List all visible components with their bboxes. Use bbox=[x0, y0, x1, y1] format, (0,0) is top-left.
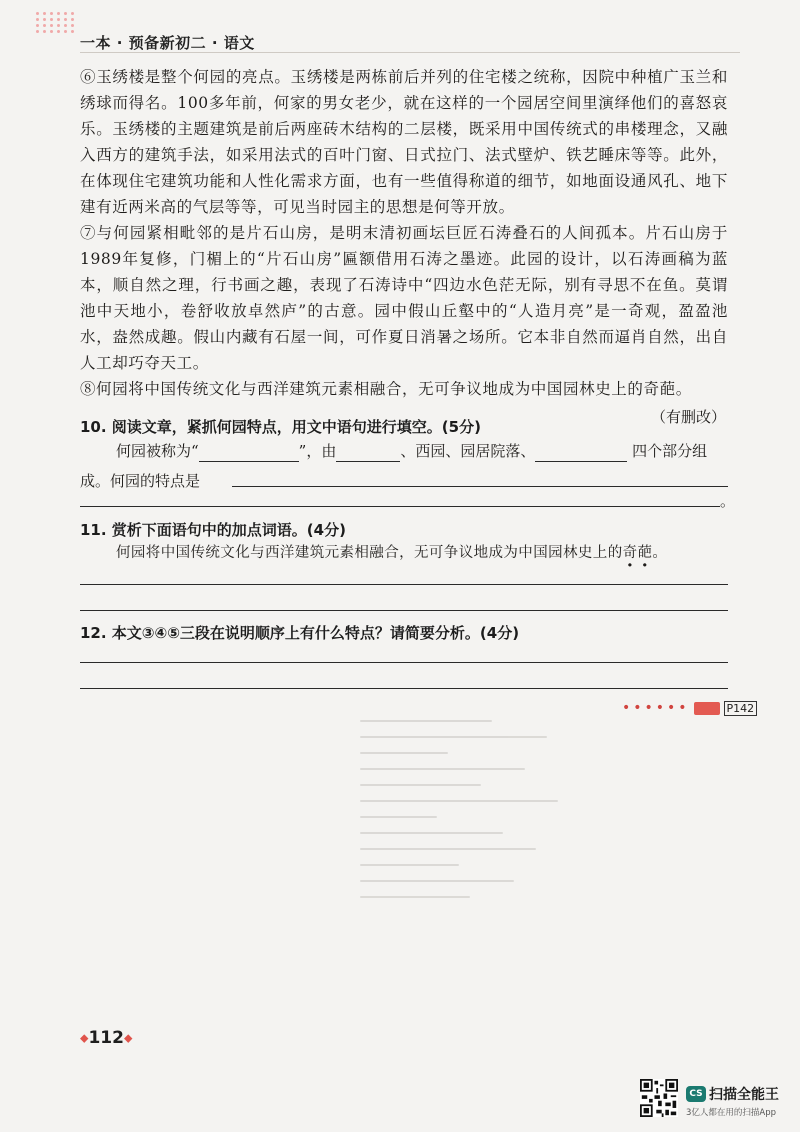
q10-text-b: ”，由 bbox=[298, 442, 337, 460]
q11-sentence-prefix: 何园将中国传统文化与西洋建筑元素相融合，无可争议地成为中国园林史上的 bbox=[116, 545, 623, 561]
q10-text-d: 四个部分组 bbox=[632, 442, 708, 460]
header-title: 一本 · 预备新初二 · 语文 bbox=[80, 34, 255, 52]
paragraph-8: ⑧何园将中国传统文化与西洋建筑元素相融合，无可争议地成为中国园林史上的奇葩。 bbox=[80, 380, 692, 398]
header-dot bbox=[71, 12, 74, 15]
page-number-text: 112 bbox=[88, 1028, 124, 1048]
diamond-icon: ◆ bbox=[80, 1031, 89, 1045]
answer-reference bbox=[622, 700, 757, 716]
header-dot bbox=[36, 18, 39, 21]
header-dot bbox=[43, 12, 46, 15]
header-dot bbox=[43, 24, 46, 27]
scanner-app-name: 扫描全能王 bbox=[709, 1087, 779, 1103]
question-12-prompt: 12. 本文③④⑤三段在说明顺序上有什么特点？请简要分析。(4分) bbox=[80, 624, 520, 642]
scanner-tagline: 3亿人都在用的扫描App bbox=[686, 1108, 777, 1118]
header-dot bbox=[64, 12, 67, 15]
header-dot bbox=[57, 30, 60, 33]
paragraph-6: ⑥玉绣楼是整个何园的亮点。玉绣楼是两栋前后并列的住宅楼之统称，因院中种植广玉兰和绣球而得名。100多年前，何家的男女老少，就在这样的一个园居空间里演绎他们的喜怒哀乐。玉绣楼的主题建筑是前后两座砖木结构的二层楼，既采用中国传统式的串楼理念，又融入西方的建筑手法，如采用法式的百叶门窗、日式拉门、法式壁炉、铁艺睡床等等。此外，在体现住宅建筑功能和人性化需求方面，也有一些值得称道的细节，如地面设通风孔、地下建有近两米高的气层等等，可见当时园主的思想是何等开放。 bbox=[80, 68, 728, 216]
q10-end-mark: 。 bbox=[720, 492, 736, 510]
header-rule bbox=[80, 52, 740, 53]
header-dot bbox=[36, 30, 39, 33]
header-dot bbox=[64, 18, 67, 21]
paragraph-7: ⑦与何园紧相毗邻的是片石山房，是明末清初画坛巨匠石涛叠石的人间孤本。片石山房于1989年复修，门楣上的“片石山房”匾额借用石涛之墨迹。此园的设计，以石涛画稿为蓝本，顺自然之理，行书画之趣，表现了石涛诗中“四边水色茫无际，别有寻思不在鱼。莫谓池中天地小，卷舒收放卓然庐”的古意。园中假山丘壑中的“人造月亮”是一奇观，盈盈池水，盎然成趣。假山内藏有石屋一间，可作夏日消暑之场所。它本非自然而逼肖自然，出自人工却巧夺天工。 bbox=[80, 224, 728, 372]
header-dot bbox=[71, 24, 74, 27]
q10-text-c: 、西园、园居院落、 bbox=[400, 442, 536, 460]
answer-blank-part-1[interactable] bbox=[336, 445, 400, 462]
header-dot bbox=[57, 18, 60, 21]
question-10-prompt: 10. 阅读文章，紧抓何园特点，用文中语句进行填空。(5分) bbox=[80, 418, 481, 436]
header-dot bbox=[43, 18, 46, 21]
header-dot bbox=[36, 12, 39, 15]
header-dot bbox=[71, 30, 74, 33]
header-dot bbox=[57, 24, 60, 27]
header-dot bbox=[57, 12, 60, 15]
reading-passage bbox=[80, 64, 728, 430]
question-11-prompt: 11. 赏析下面语句中的加点词语。(4分) bbox=[80, 521, 346, 539]
header-decoration-dots bbox=[36, 12, 80, 38]
question-10-line-2 bbox=[80, 470, 200, 492]
answer-line-q11-1[interactable] bbox=[80, 584, 728, 585]
header-dot bbox=[50, 12, 53, 15]
emphasized-word-pa: 葩 bbox=[637, 545, 653, 561]
answer-line-feature-2[interactable] bbox=[80, 506, 720, 507]
question-10-line-1 bbox=[116, 440, 707, 462]
qr-code-icon bbox=[640, 1079, 678, 1117]
question-11-sentence bbox=[116, 542, 667, 564]
header-dot bbox=[64, 24, 67, 27]
page-number bbox=[80, 1028, 132, 1048]
answer-line-q11-2[interactable] bbox=[80, 610, 728, 611]
emphasized-word-qi: 奇 bbox=[622, 545, 638, 561]
answer-line-q12-1[interactable] bbox=[80, 662, 728, 663]
bleed-through-ghost bbox=[360, 720, 580, 960]
answer-badge-icon bbox=[694, 702, 720, 715]
answer-blank-part-4[interactable] bbox=[535, 445, 627, 462]
q10-text-e: 成。何园的特点是 bbox=[80, 472, 201, 490]
ref-dots: •••••• bbox=[622, 700, 690, 716]
diamond-icon: ◆ bbox=[123, 1031, 133, 1045]
camscanner-logo: CS bbox=[686, 1086, 706, 1102]
q11-sentence-suffix: 。 bbox=[652, 545, 668, 561]
header-dot bbox=[64, 30, 67, 33]
source-note: （有删改） bbox=[650, 408, 726, 426]
answer-line-feature-1[interactable] bbox=[232, 486, 728, 487]
ref-page: P142 bbox=[724, 701, 758, 716]
header-dot bbox=[43, 30, 46, 33]
header-dot bbox=[50, 18, 53, 21]
answer-line-q12-2[interactable] bbox=[80, 688, 728, 689]
q10-text-a: 何园被称为“ bbox=[116, 442, 199, 460]
answer-blank-nickname[interactable] bbox=[199, 445, 299, 462]
header-dot bbox=[50, 30, 53, 33]
header-dot bbox=[36, 24, 39, 27]
header-dot bbox=[71, 18, 74, 21]
header-dot bbox=[50, 24, 53, 27]
